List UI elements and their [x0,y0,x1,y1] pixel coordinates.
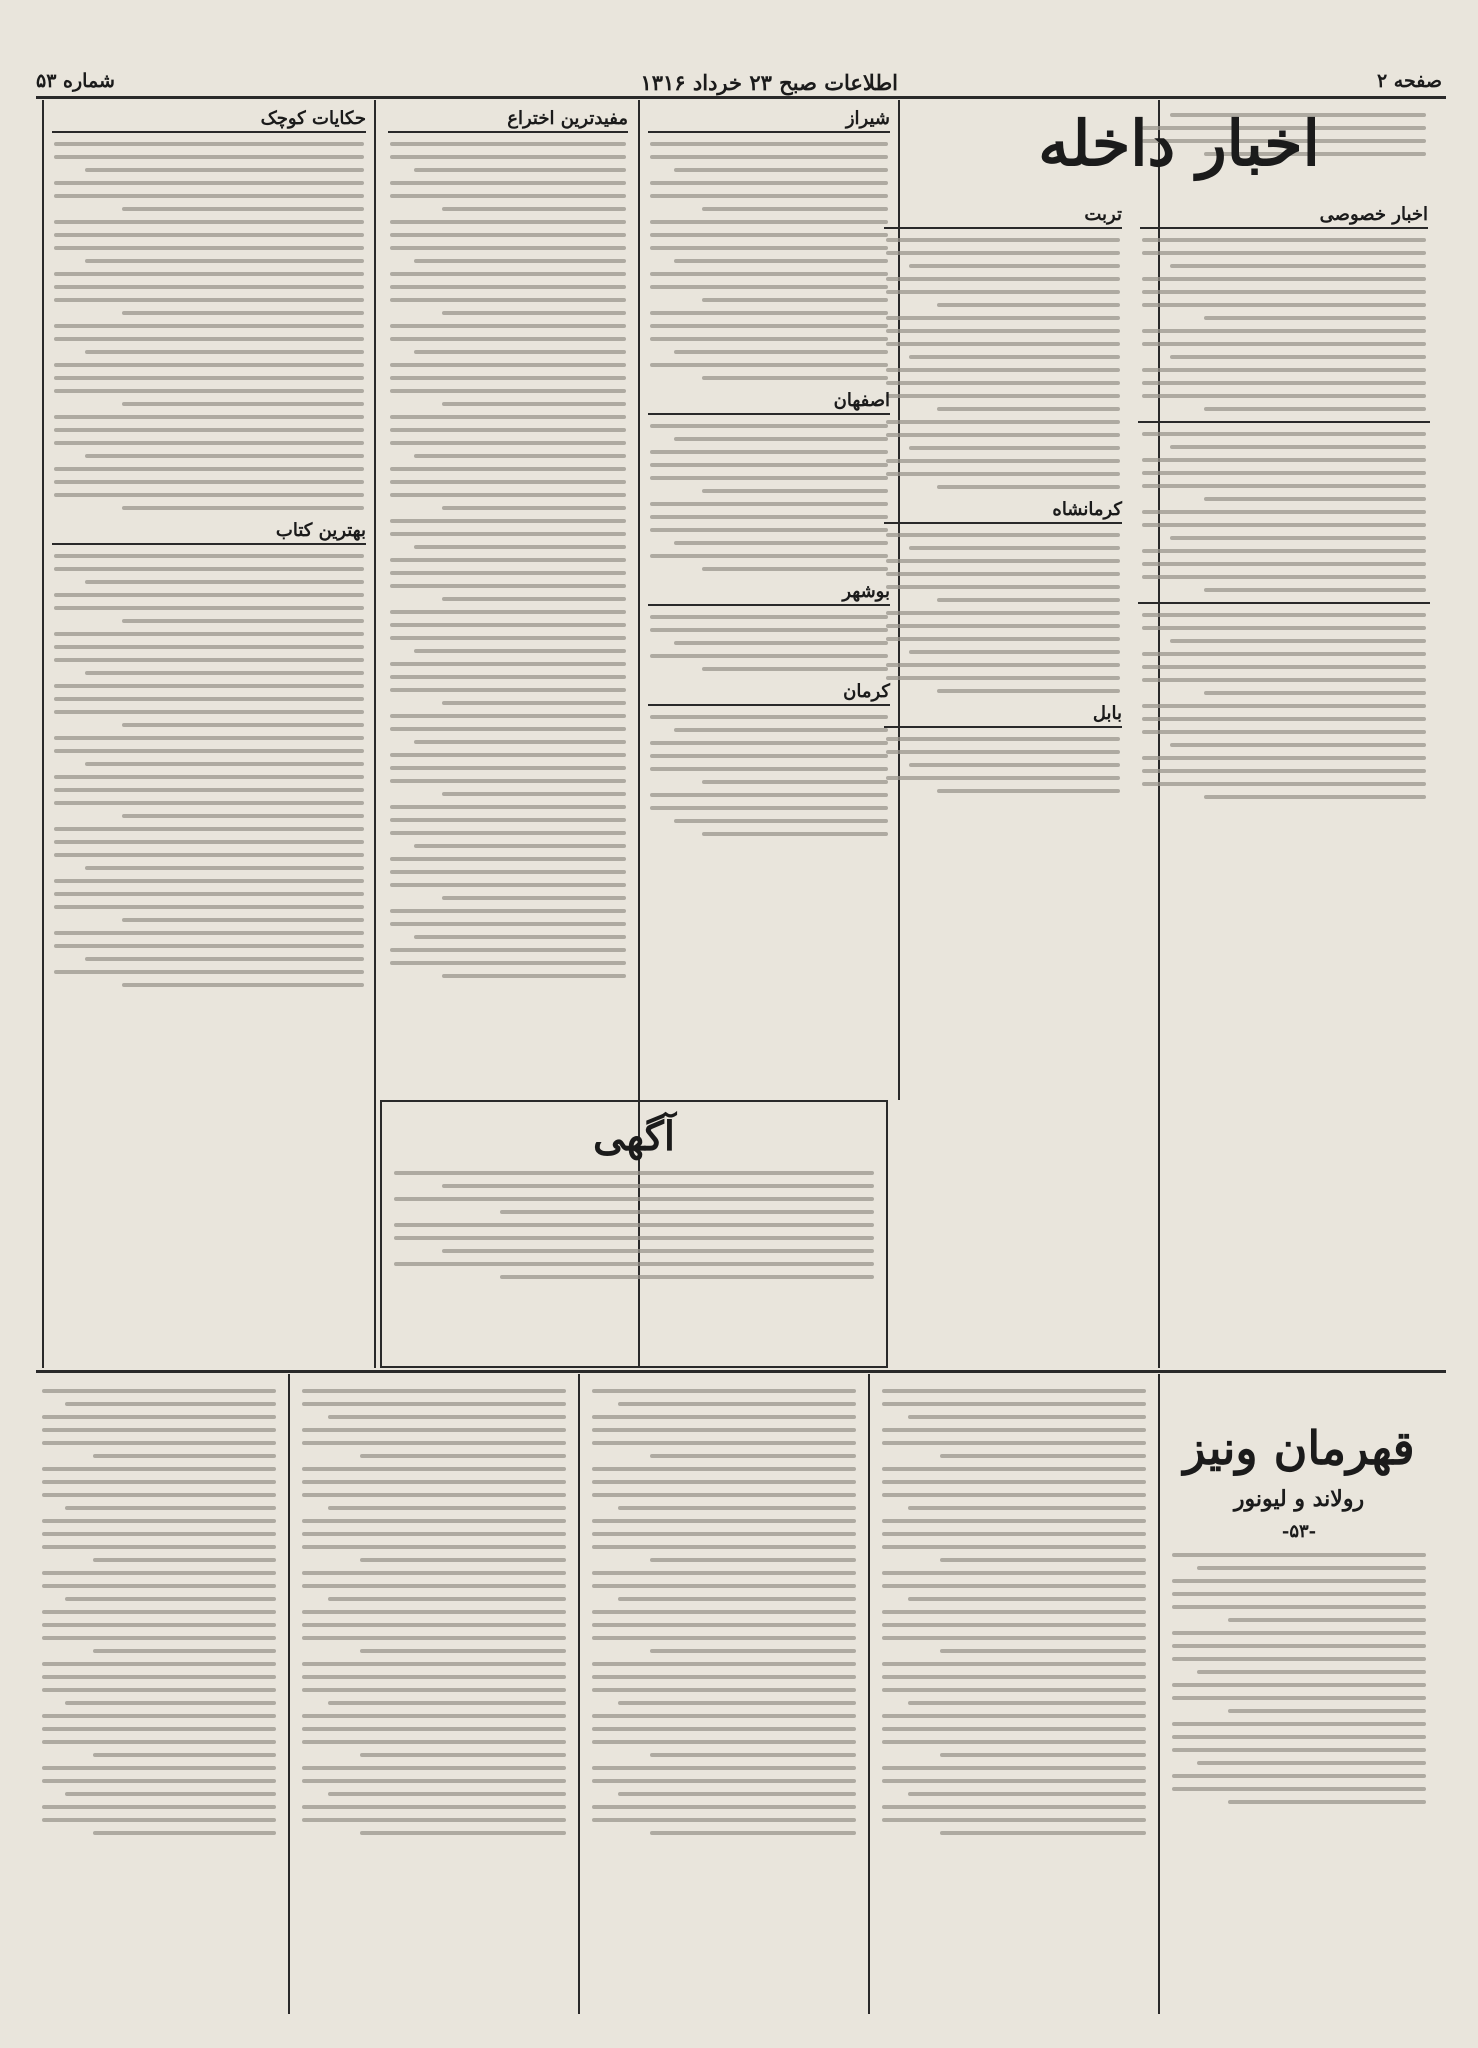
serial-column-3 [584,1380,864,2010]
short-stories-kicker: حکایات کوچک [52,108,366,133]
column-rule [288,1374,290,2014]
advertisement-title: آگهی [593,1113,675,1160]
serial-column-5 [34,1380,284,2010]
masthead: اطلاعات صبح ۲۳ خرداد ۱۳۱۶ [640,70,898,95]
isfahan-kicker: اصفهان [648,390,890,415]
torbat-kicker: تربت [884,204,1122,229]
serial-title-column [1164,1380,1434,2010]
column-rule [374,100,376,1368]
special-news-kicker: اخبار خصوصی [1140,204,1428,229]
masthead-rule [36,96,1446,99]
kerman-kicker: کرمان [648,681,890,706]
domestic-title-box [924,104,1434,194]
column-rule [1158,1374,1160,2014]
bushehr-kicker: بوشهر [648,581,890,606]
column-rule [578,1374,580,2014]
middle-left-column [642,104,896,1094]
babol-kicker: بابل [884,703,1122,728]
section-rule [36,1370,1446,1373]
best-book-kicker: بهترین کتاب [52,520,366,545]
special-news-column [1134,200,1434,1360]
serial-chapter: -۵۳- [1281,1521,1317,1542]
serial-column-4 [294,1380,574,2010]
stories-column [46,104,372,1364]
issue-number: شماره ۵۳ [36,70,115,92]
middle-right-column [878,200,1128,1360]
page-number: صفحه ۲ [1376,70,1442,92]
invention-kicker: مفیدترین اختراع [388,108,628,133]
domestic-news-title: اخبار داخله [1038,107,1320,180]
column-rule [868,1374,870,2014]
kermanshah-kicker: کرمانشاه [884,499,1122,524]
shiraz-kicker: شیراز [648,108,890,133]
column-rule [42,100,44,1368]
serial-column-2 [874,1380,1154,2010]
advertisement-box [380,1100,888,1368]
serial-authors: رولاند و لیونور [1233,1485,1365,1512]
serial-title: قهرمان ونیز [1183,1421,1415,1475]
